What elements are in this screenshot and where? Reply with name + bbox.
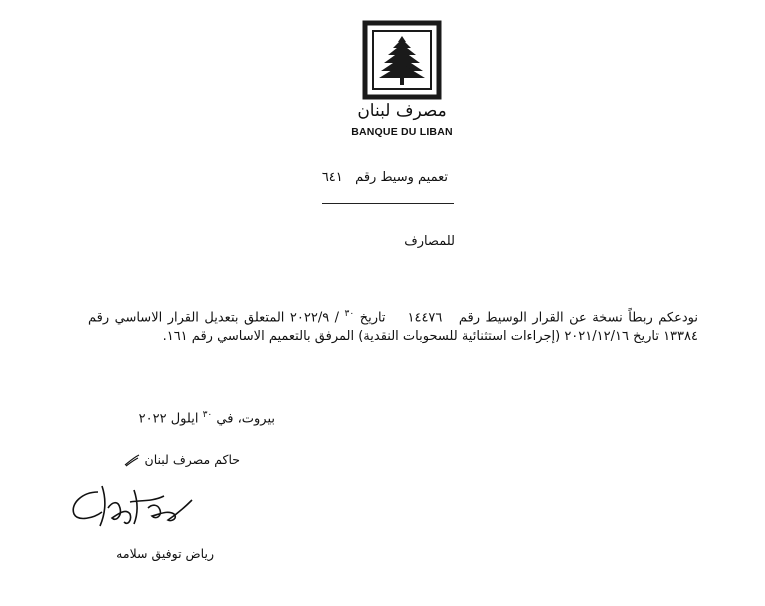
month-year: ايلول ٢٠٢٢: [138, 411, 199, 427]
circular-label: تعميم وسيط رقم: [355, 170, 448, 185]
governor-title: [90, 452, 240, 467]
date-day: ٣٠: [202, 410, 213, 420]
handwritten-signature: [68, 478, 198, 540]
body-text-1: نودعكم ربطاً نسخة عن القرار الوسيط رقم: [458, 310, 698, 326]
decision-number: ١٤٤٧٦: [407, 310, 443, 326]
title-underline: [322, 203, 454, 204]
cedar-tree-icon: [379, 36, 425, 85]
circular-title: [300, 170, 448, 185]
body-paragraph: [88, 305, 698, 346]
circular-number: ٦٤١: [321, 170, 343, 185]
decision-day: ٣٠: [344, 309, 355, 319]
signer-name: رياض توفيق سلامه: [116, 546, 214, 561]
bank-name-arabic: مصرف لبنان: [357, 101, 447, 121]
place: بيروت، في: [216, 411, 275, 427]
body-text-3: / ٢٠٢٢/٩ المتعلق بتعديل القرار الاساسي رقم ١٣٣٨٤ تاريخ ٢٠٢١/١٢/١٦ (إجراءات استثنائية للسحوبات النقدية) المرفق بالتعميم الاساسي رقم ١٦١.: [88, 310, 698, 345]
initial-mark-icon: [123, 453, 141, 467]
cedar-logo: [362, 20, 442, 100]
bank-name-french: BANQUE DU LIBAN: [351, 126, 453, 138]
body-text-2: تاريخ: [359, 310, 386, 326]
place-date: [90, 410, 275, 426]
governor-title-text: حاكم مصرف لبنان: [144, 452, 240, 467]
recipient: للمصارف: [404, 234, 455, 249]
